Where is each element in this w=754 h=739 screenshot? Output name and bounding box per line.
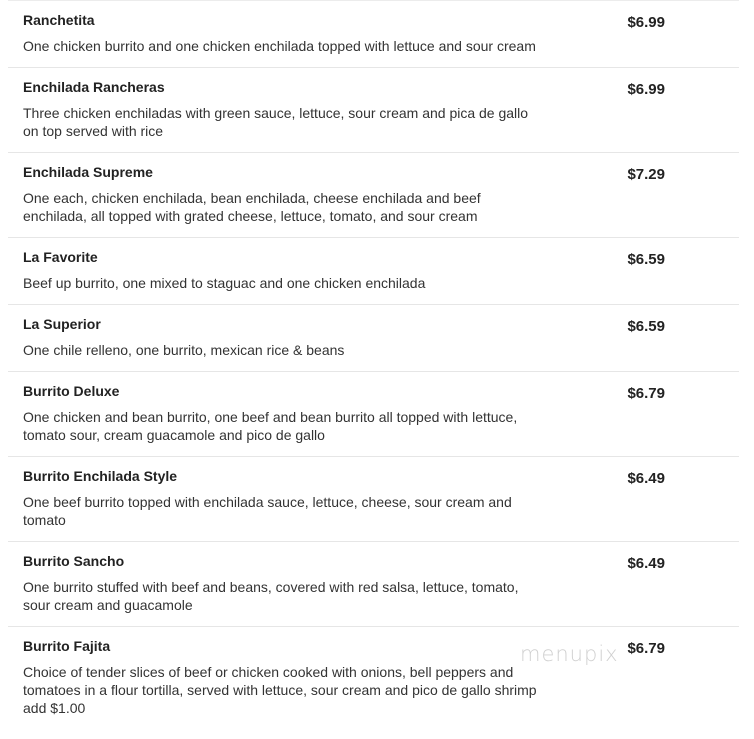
item-name: Burrito Deluxe [23,383,120,399]
item-name: Burrito Fajita [23,638,111,654]
item-price: $6.49 [627,555,665,572]
item-name: Ranchetita [23,12,95,28]
menu-item [8,0,739,67]
item-description: Three chicken enchiladas with green sauce, lettuce, sour cream and pica de gallo on top served with rice [23,105,529,139]
item-name: Burrito Enchilada Style [23,468,178,484]
item-price: $6.99 [627,81,665,98]
item-description: One chicken and bean burrito, one beef and bean burrito all topped with lettuce, tomato sour, cream guacamole and pico de gallo [23,409,518,443]
menu-item [8,541,739,626]
item-name: La Favorite [23,249,98,265]
menu-item [8,67,739,152]
item-name: Burrito Sancho [23,553,125,569]
item-price: $7.29 [627,166,665,183]
menu-item [8,371,739,456]
item-description: One each, chicken enchilada, bean enchilada, cheese enchilada and beef enchilada, all topped with grated cheese, lettuce, tomato, and sour cream [23,190,481,224]
menu-item [8,237,739,304]
menu-item [8,456,739,541]
item-name: La Superior [23,316,101,332]
item-description: One beef burrito topped with enchilada sauce, lettuce, cheese, sour cream and tomato [23,494,512,528]
menupix-watermark: menupix [520,642,619,666]
menu-item [8,304,739,371]
item-description: One chicken burrito and one chicken enchilada topped with lettuce and sour cream [23,38,536,54]
item-price: $6.79 [627,640,665,657]
item-description: Beef up burrito, one mixed to staguac and one chicken enchilada [23,275,426,291]
item-name: Enchilada Supreme [23,164,153,180]
item-description: Choice of tender slices of beef or chicken cooked with onions, bell peppers and tomatoes in a flour tortilla, served with lettuce, sour cream and pico de gallo shrimp add $1.00 [23,664,537,716]
item-description: One chile relleno, one burrito, mexican rice & beans [23,342,345,358]
item-price: $6.79 [627,385,665,402]
menu-item [8,626,739,729]
item-price: $6.49 [627,470,665,487]
item-price: $6.59 [627,318,665,335]
item-price: $6.59 [627,251,665,268]
menu-item [8,152,739,237]
item-description: One burrito stuffed with beef and beans, covered with red salsa, lettuce, tomato, sour cream and guacamole [23,579,519,613]
item-price: $6.99 [627,14,665,31]
item-name: Enchilada Rancheras [23,79,165,95]
menu-list [8,0,739,729]
